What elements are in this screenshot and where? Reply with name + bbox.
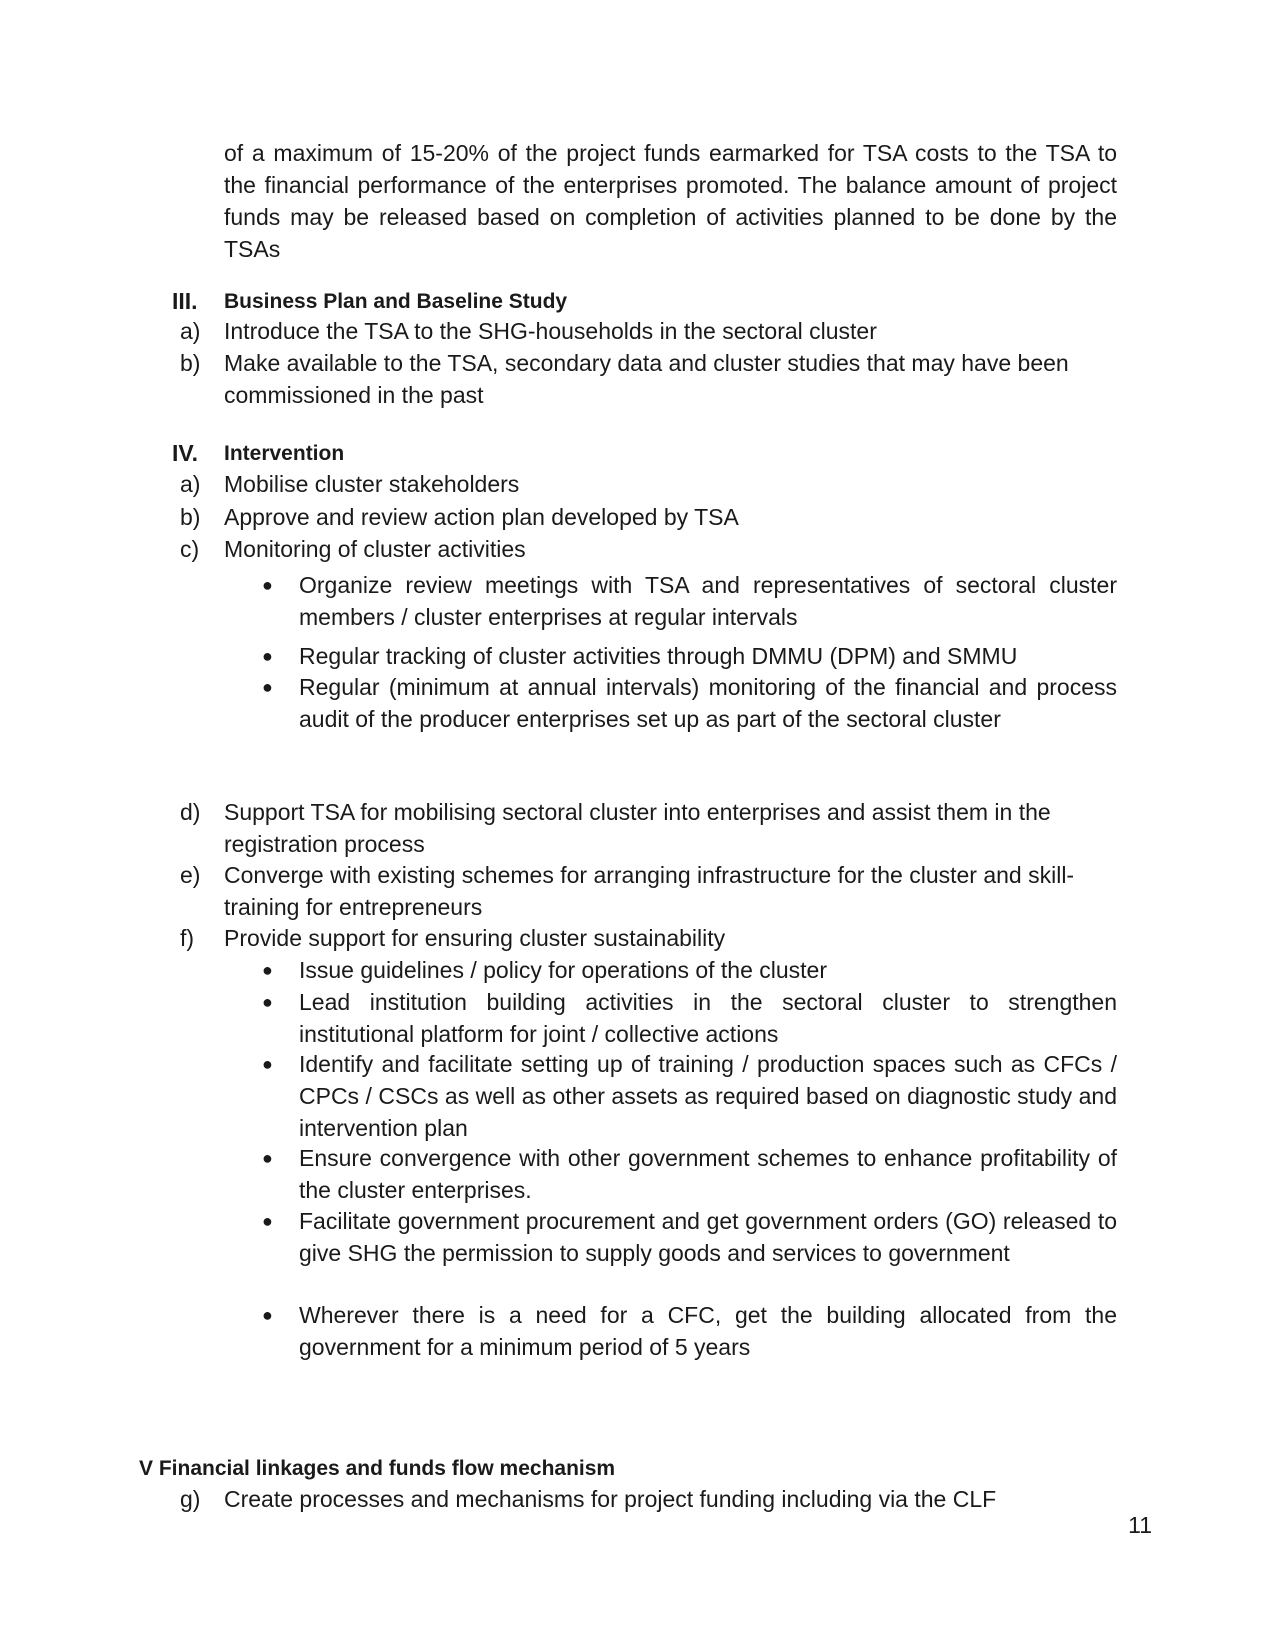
list-label: a) <box>180 471 201 497</box>
list-text: Introduce the TSA to the SHG-households in the sectoral cluster <box>224 318 877 344</box>
bullet-text: Regular (minimum at annual intervals) monitoring of the financial and process audit of the producer enterprises set up as part of the sectoral cluster <box>299 674 1117 732</box>
section-4-numeral: IV. <box>172 440 199 466</box>
section-3-title: Business Plan and Baseline Study <box>224 290 568 313</box>
section-5-title: V Financial linkages and funds flow mechanism <box>139 1457 616 1480</box>
list-text: Monitoring of cluster activities <box>224 536 526 562</box>
list-label: c) <box>180 536 200 562</box>
list-label: a) <box>180 318 201 344</box>
section-3-numeral: III. <box>172 288 198 314</box>
list-text: Converge with existing schemes for arranging infrastructure for the cluster and skill-training for entrepreneurs <box>224 862 1075 920</box>
page-number: 11 <box>1128 1512 1152 1538</box>
bullet-icon: ● <box>262 992 273 1012</box>
list-text: Make available to the TSA, secondary data and cluster studies that may have been commissioned in the past <box>224 350 1069 408</box>
list-text: Create processes and mechanisms for project funding including via the CLF <box>224 1486 997 1512</box>
bullet-icon: ● <box>262 1054 273 1074</box>
bullet-icon: ● <box>262 1305 273 1325</box>
bullet-icon: ● <box>262 1148 273 1168</box>
list-label: d) <box>180 799 201 825</box>
bullet-text: Issue guidelines / policy for operations of the cluster <box>299 957 828 983</box>
intro-paragraph: of a maximum of 15-20% of the project funds earmarked for TSA costs to the TSA to the financial performance of the enterprises promoted. The balance amount of project funds may be released based on completion of activities planned to be done by the TSAs <box>224 140 1117 262</box>
list-label: e) <box>180 862 201 888</box>
bullet-text: Regular tracking of cluster activities through DMMU (DPM) and SMMU <box>299 643 1018 669</box>
section-4-title: Intervention <box>224 442 345 465</box>
bullet-text: Ensure convergence with other government schemes to enhance profitability of the cluster enterprises. <box>299 1145 1117 1203</box>
list-label: f) <box>180 925 195 951</box>
list-label: b) <box>180 504 201 530</box>
bullet-icon: ● <box>262 646 273 666</box>
bullet-text: Wherever there is a need for a CFC, get the building allocated from the government for a minimum period of 5 years <box>299 1302 1117 1360</box>
bullet-icon: ● <box>262 575 273 595</box>
bullet-icon: ● <box>262 960 273 980</box>
list-text: Provide support for ensuring cluster sustainability <box>224 925 726 951</box>
list-label: b) <box>180 350 201 376</box>
bullet-icon: ● <box>262 677 273 697</box>
bullet-text: Lead institution building activities in the sectoral cluster to strengthen institutional platform for joint / collective actions <box>299 989 1117 1047</box>
bullet-text: Organize review meetings with TSA and representatives of sectoral cluster members / cluster enterprises at regular intervals <box>299 572 1117 630</box>
list-text: Approve and review action plan developed by TSA <box>224 504 739 530</box>
bullet-text: Facilitate government procurement and get government orders (GO) released to give SHG the permission to supply goods and services to government <box>299 1208 1117 1266</box>
bullet-text: Identify and facilitate setting up of training / production spaces such as CFCs / CPCs / CSCs as well as other assets as required based on diagnostic study and intervention plan <box>299 1051 1117 1141</box>
list-text: Support TSA for mobilising sectoral cluster into enterprises and assist them in the registration process <box>224 799 1051 857</box>
list-text: Mobilise cluster stakeholders <box>224 471 520 497</box>
list-label: g) <box>180 1486 201 1512</box>
bullet-icon: ● <box>262 1211 273 1231</box>
